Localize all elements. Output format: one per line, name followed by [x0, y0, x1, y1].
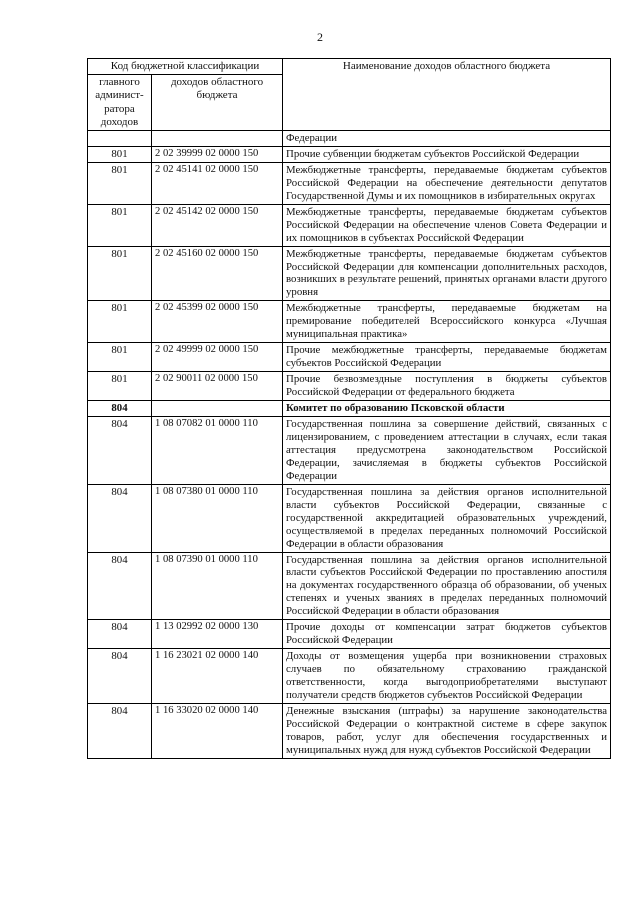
table-row	[88, 204, 611, 246]
revenue-name-cell: Денежные взыскания (штрафы) за нарушение законодательства Российской Федерации о контрактной системе в сфере закупок товаров, работ, услуг для обеспечения государственных и муниципальных нужд для нужд субъектов Российской Федерации	[283, 704, 611, 759]
classification-code-header: Код бюджетной классификации	[88, 59, 283, 75]
table-row	[88, 704, 611, 759]
page-number: 2	[317, 30, 323, 44]
revenue-code-cell: 1 16 33020 02 0000 140	[152, 704, 283, 759]
revenue-code-cell: 2 02 45399 02 0000 150	[152, 301, 283, 343]
administrator-code-cell: 801	[88, 301, 152, 343]
revenue-code-cell: 2 02 90011 02 0000 150	[152, 372, 283, 401]
revenue-code-cell: 2 02 49999 02 0000 150	[152, 343, 283, 372]
revenue-code-cell: 1 08 07082 01 0000 110	[152, 417, 283, 485]
administrator-code-cell: 801	[88, 146, 152, 162]
revenue-name-cell: Межбюджетные трансферты, передаваемые бюджетам субъектов Российской Федерации на обеспечение деятельности депутатов Государственной Думы и их помощников в избирательных округах	[283, 162, 611, 204]
table-row	[88, 343, 611, 372]
revenue-code-cell	[152, 401, 283, 417]
administrator-code-cell: 801	[88, 162, 152, 204]
revenue-code-cell: 2 02 45141 02 0000 150	[152, 162, 283, 204]
table-row	[88, 246, 611, 301]
revenue-code-cell: 1 16 23021 02 0000 140	[152, 649, 283, 704]
revenue-name-cell: Комитет по образованию Псковской области	[283, 401, 611, 417]
table-row	[88, 301, 611, 343]
revenue-code-cell: 1 08 07380 01 0000 110	[152, 484, 283, 552]
revenue-name-cell: Государственная пошлина за совершение действий, связанных с лицензированием, с проведением аттестации в случаях, если такая аттестация предусмотрена законодательством Российской Федерации, зачисляемая в бюджеты субъектов Российской Федерации	[283, 417, 611, 485]
administrator-code-cell: 804	[88, 417, 152, 485]
table-row	[88, 417, 611, 485]
table-row	[88, 130, 611, 146]
revenue-code-cell: 2 02 45142 02 0000 150	[152, 204, 283, 246]
revenue-name-cell: Прочие межбюджетные трансферты, передаваемые бюджетам субъектов Российской Федерации	[283, 343, 611, 372]
administrator-code-cell: 801	[88, 246, 152, 301]
regional-revenue-code-header: доходов областного бюджета	[152, 75, 283, 131]
revenue-name-cell: Прочие субвенции бюджетам субъектов Российской Федерации	[283, 146, 611, 162]
revenue-code-cell: 2 02 45160 02 0000 150	[152, 246, 283, 301]
administrator-code-cell: 804	[88, 704, 152, 759]
administrator-code-cell	[88, 130, 152, 146]
revenue-code-cell: 1 08 07390 01 0000 110	[152, 552, 283, 620]
table-row	[88, 372, 611, 401]
revenue-code-cell: 2 02 39999 02 0000 150	[152, 146, 283, 162]
chief-administrator-header: главного админист- ратора доходов	[88, 75, 152, 131]
table-row	[88, 162, 611, 204]
revenue-name-cell: Государственная пошлина за действия органов исполнительной власти субъектов Российской Федерации, связанные с государственной аккредитацией образовательных учреждений, осуществляемой в пределах переданных полномочий Российской Федерации в области образования	[283, 484, 611, 552]
revenue-name-cell: Межбюджетные трансферты, передаваемые бюджетам на премирование победителей Всероссийского конкурса «Лучшая муниципальная практика»	[283, 301, 611, 343]
budget-classification-table	[87, 58, 611, 759]
revenue-name-cell: Доходы от возмещения ущерба при возникновении страховых случаев по обязательному страхованию гражданской ответственности, когда выгодоприобретателями выступают получатели средств бюджетов субъектов Российской Федерации	[283, 649, 611, 704]
revenue-name-cell: Прочие доходы от компенсации затрат бюджетов субъектов Российской Федерации	[283, 620, 611, 649]
table-row	[88, 552, 611, 620]
administrator-code-cell: 801	[88, 372, 152, 401]
revenue-name-cell: Федерации	[283, 130, 611, 146]
table-row	[88, 649, 611, 704]
revenue-name-header: Наименование доходов областного бюджета	[283, 59, 611, 131]
revenue-code-cell: 1 13 02992 02 0000 130	[152, 620, 283, 649]
revenue-name-cell: Межбюджетные трансферты, передаваемые бюджетам субъектов Российской Федерации для компенсации дополнительных расходов, возникших в результате решений, принятых органами власти другого уровня	[283, 246, 611, 301]
table-row	[88, 401, 611, 417]
table-row	[88, 484, 611, 552]
administrator-code-cell: 804	[88, 649, 152, 704]
revenue-name-cell: Государственная пошлина за действия органов исполнительной власти субъектов Российской Федерации по проставлению апостиля на документах государственного образца об образовании, об ученых степенях и ученых званиях в пределах переданных полномочий Российской Федерации в области образования	[283, 552, 611, 620]
table-row	[88, 620, 611, 649]
administrator-code-cell: 801	[88, 204, 152, 246]
revenue-code-cell	[152, 130, 283, 146]
revenue-name-cell: Межбюджетные трансферты, передаваемые бюджетам субъектов Российской Федерации на обеспечение членов Совета Федерации и их помощников в субъектах Российской Федерации	[283, 204, 611, 246]
administrator-code-cell: 801	[88, 343, 152, 372]
revenue-name-cell: Прочие безвозмездные поступления в бюджеты субъектов Российской Федерации от федерального бюджета	[283, 372, 611, 401]
table-row	[88, 146, 611, 162]
administrator-code-cell: 804	[88, 401, 152, 417]
administrator-code-cell: 804	[88, 620, 152, 649]
administrator-code-cell: 804	[88, 552, 152, 620]
administrator-code-cell: 804	[88, 484, 152, 552]
table-body	[88, 130, 611, 758]
